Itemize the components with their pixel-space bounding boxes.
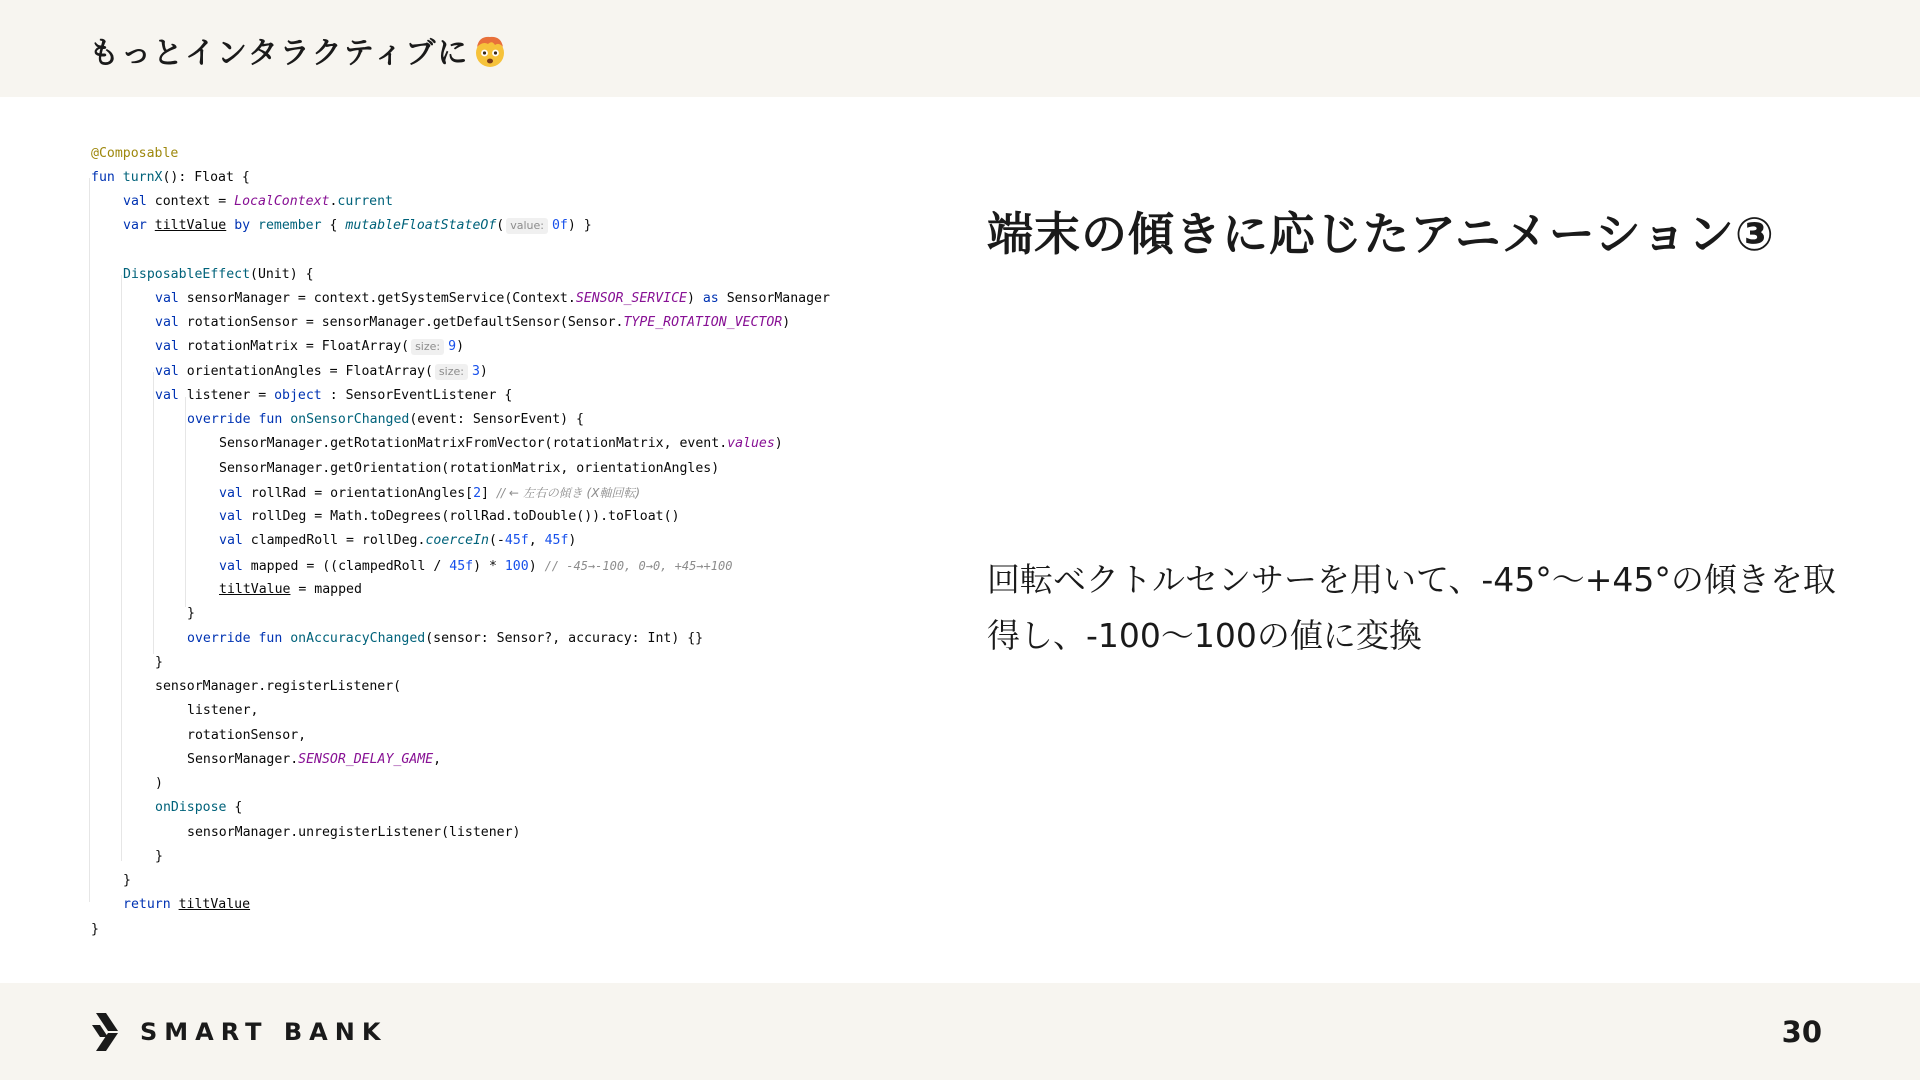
code-line: val rollDeg = Math.toDegrees(rollRad.toDouble()).toFloat() [219,509,680,524]
indent-guide [153,372,154,654]
code-line: } [123,873,131,888]
slide-heading: 端末の傾きに応じたアニメーション③ [987,207,1775,261]
code-line: sensorManager.unregisterListener(listener) [187,825,521,840]
code-line: tiltValue = mapped [219,582,362,597]
code-line: val orientationAngles = FloatArray( size: 3) [155,364,488,379]
code-line: val clampedRoll = rollDeg.coerceIn(-45f, 45f) [219,533,577,548]
code-line: override fun onSensorChanged(event: SensorEvent) { [187,412,584,427]
code-line: override fun onAccuracyChanged(sensor: Sensor?, accuracy: Int) {} [187,631,704,646]
code-line: } [155,849,163,864]
code-line: fun turnX(): Float { [91,170,250,185]
exploding-head-icon [473,34,507,76]
parameter-hint: value: [506,218,548,234]
code-line: } [91,922,99,937]
code-line: rotationSensor, [187,728,307,743]
brand-name: SMART BANK [140,1018,388,1046]
code-line: DisposableEffect(Unit) { [123,267,314,282]
code-line: sensorManager.registerListener( [155,679,402,694]
page-number: 30 [1781,1015,1822,1049]
code-line: SensorManager.getOrientation(rotationMatrix, orientationAngles) [219,461,720,476]
code-line: listener, [187,703,259,718]
code-line: return tiltValue [123,897,251,912]
code-line: val mapped = ((clampedRoll / 45f) * 100) // -45→-100, 0→0, +45→+100 [219,559,733,574]
indent-guide [89,178,90,902]
code-line: val rotationMatrix = FloatArray( size: 9) [155,339,465,354]
code-line: } [155,655,163,670]
code-line: var tiltValue by remember { mutableFloatStateOf( value: 0f) } [123,218,592,233]
code-line: val context = LocalContext.current [123,194,393,209]
code-line: @Composable [91,146,179,161]
code-line: } [187,606,195,621]
smartbank-logo-mark-icon [90,1011,124,1053]
code-line: val rollRad = orientationAngles[2] // ← 左右の傾き (X軸回転) [219,486,641,501]
code-line: onDispose { [155,800,243,815]
code-line: val listener = object : SensorEventListener { [155,388,513,403]
slide-body-text: 回転ベクトルセンサーを用いて、-45°〜+45°の傾きを取得し、-100〜100の値に変換 [987,560,1836,655]
header-bar [0,0,1920,97]
indent-guide [121,275,122,861]
code-block [87,142,887,942]
code-line: SensorManager.getRotationMatrixFromVector(rotationMatrix, event.values) [219,436,783,451]
indent-guide [185,397,186,607]
code-line: val rotationSensor = sensorManager.getDefaultSensor(Sensor.TYPE_ROTATION_VECTOR) [155,315,791,330]
section-title-text: もっとインタラクティブに [89,36,470,71]
parameter-hint: size: [411,339,444,355]
brand-logo [90,1011,387,1053]
parameter-hint: size: [435,364,468,380]
slide-section-title [89,28,507,76]
code-line: SensorManager.SENSOR_DELAY_GAME, [187,752,442,767]
code-line: val sensorManager = context.getSystemService(Context.SENSOR_SERVICE) as SensorManager [155,291,830,306]
code-line: ) [155,776,163,791]
